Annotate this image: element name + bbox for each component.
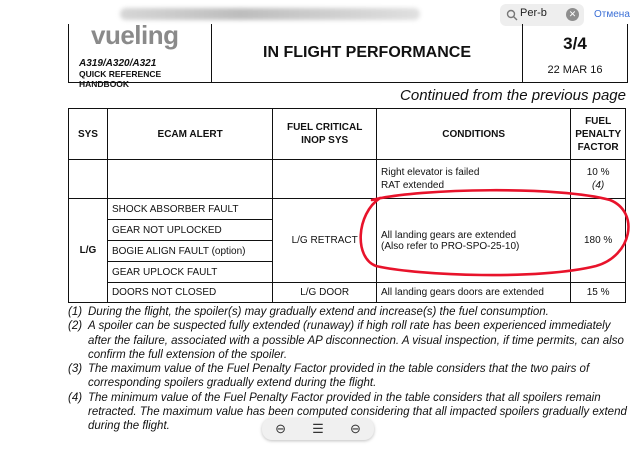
page-number: 3/4 xyxy=(563,34,587,53)
document-title: IN FLIGHT PERFORMANCE xyxy=(212,24,523,82)
next-page-icon[interactable]: ⊖ xyxy=(349,421,361,436)
cancel-button[interactable]: Отмена xyxy=(594,9,630,20)
penalty-cell: 180 % xyxy=(571,199,626,283)
fuel-sys-cell: L/G DOOR xyxy=(273,283,377,303)
note-number: (4) xyxy=(68,391,83,404)
penalty-cell xyxy=(571,160,626,199)
column-header: SYS xyxy=(69,109,108,160)
continued-note: Continued from the previous page xyxy=(400,87,626,104)
penalty-cell: 15 % xyxy=(571,283,626,303)
table-header-row xyxy=(69,109,626,160)
conditions-cell: All landing gears doors are extended xyxy=(377,283,571,303)
condition-text: RAT extended xyxy=(381,180,445,191)
table-row xyxy=(69,199,626,220)
logo-box xyxy=(69,20,212,89)
note-number: (3) xyxy=(68,363,83,376)
previous-page-icon[interactable]: ⊖ xyxy=(275,421,286,436)
aircraft-types: A319/A320/A321 xyxy=(79,58,157,69)
find-in-page-field[interactable] xyxy=(500,4,584,26)
revision-date: 22 MAR 16 xyxy=(547,64,603,76)
ecam-alert: GEAR NOT UPLOCKED xyxy=(107,220,272,241)
notes-section xyxy=(68,305,628,434)
condition-text: All landing gears are extended xyxy=(381,229,517,241)
note-text: The minimum value of the Fuel Penalty Factor provided in the table considers that all spoilers remain retracted. The maximum value has been computed considering that all impacted spoilers gradually extend during the flight. xyxy=(88,391,627,433)
fuel-sys-cell: L/G RETRACT xyxy=(273,199,377,283)
table-row xyxy=(69,283,626,303)
column-header: ECAM ALERT xyxy=(107,109,272,160)
clear-search-icon[interactable]: ✕ xyxy=(566,8,579,21)
conditions-cell xyxy=(377,160,571,199)
column-header: FUEL CRITICAL INOP SYS xyxy=(273,109,377,160)
search-icon xyxy=(506,9,518,21)
condition-text: (Also refer to PRO-SPO-25-10) xyxy=(381,240,520,252)
handbook-name: QUICK REFERENCE HANDBOOK xyxy=(79,69,162,89)
note-item xyxy=(68,319,628,362)
ecam-alert: BOGIE ALIGN FAULT (option) xyxy=(107,241,272,262)
page-list-icon[interactable]: ☰ xyxy=(312,421,324,436)
column-header: CONDITIONS xyxy=(377,109,571,160)
blurred-page-title xyxy=(120,8,420,20)
note-item xyxy=(68,305,628,319)
column-header: FUEL PENALTY FACTOR xyxy=(571,109,626,160)
penalty-note: (4) xyxy=(592,180,605,191)
ecam-alert: SHOCK ABSORBER FAULT xyxy=(107,199,272,220)
note-text: The maximum value of the Fuel Penalty Factor provided in the table considers that the two pairs of corresponding spoilers gradually extend during the flight. xyxy=(88,363,590,390)
note-text: A spoiler can be suspected fully extended (runaway) if high roll rate has been experienced immediately after the failure, associated with a possible AP disconnection. A visual inspection, if time permits, can also confirm the full extension of the spoiler. xyxy=(88,320,624,361)
fuel-penalty-table xyxy=(68,108,626,303)
note-item xyxy=(68,362,628,391)
note-number: (2) xyxy=(68,320,83,333)
sys-cell: L/G xyxy=(69,199,108,303)
conditions-cell xyxy=(377,199,571,283)
note-text: During the flight, the spoiler(s) may gradually extend and increase(s) the fuel consumption. xyxy=(88,306,549,318)
ecam-alert: DOORS NOT CLOSED xyxy=(107,283,272,303)
condition-text: Right elevator is failed xyxy=(381,167,480,178)
ecam-alert: GEAR UPLOCK FAULT xyxy=(107,262,272,283)
airline-logo: vueling xyxy=(91,20,179,50)
document-header xyxy=(68,20,628,89)
table-row xyxy=(69,160,626,199)
note-number: (1) xyxy=(68,306,83,318)
search-input[interactable]: Per-b xyxy=(520,7,547,19)
penalty-value: 10 % xyxy=(586,167,610,178)
page-navigator xyxy=(262,418,374,440)
